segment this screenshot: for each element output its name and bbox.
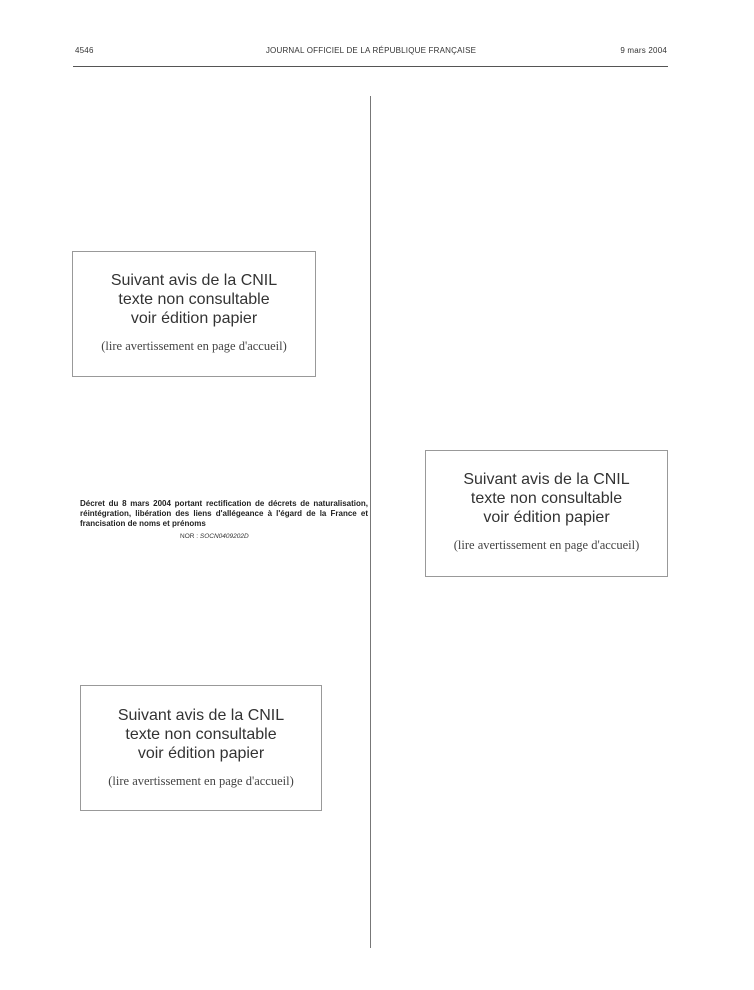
notice-note: (lire avertissement en page d'accueil): [101, 339, 287, 353]
notice-line-3: voir édition papier: [483, 509, 610, 526]
decree-block: [78, 499, 368, 540]
notice-line-1: Suivant avis de la CNIL: [110, 272, 278, 289]
page-header: [75, 46, 667, 60]
notice-line-2: texte non consultable: [470, 490, 623, 507]
decree-nor-reference: [78, 533, 368, 540]
cnil-notice-box: [72, 251, 316, 377]
publication-date: 9 mars 2004: [620, 46, 667, 55]
nor-label: NOR :: [180, 533, 199, 540]
notice-line-3: voir édition papier: [130, 310, 258, 327]
notice-note: (lire avertissement en page d'accueil): [108, 774, 294, 788]
page-number: 4546: [75, 46, 94, 55]
cnil-notice-box: [80, 685, 322, 811]
notice-line-2: texte non consultable: [125, 726, 277, 743]
nor-code: SOCN0409202D: [199, 533, 249, 540]
notice-note: (lire avertissement en page d'accueil): [453, 538, 640, 552]
notice-line-1: Suivant avis de la CNIL: [463, 471, 630, 488]
column-divider: [370, 96, 371, 948]
journal-title: JOURNAL OFFICIEL DE LA RÉPUBLIQUE FRANÇAISE: [265, 46, 477, 55]
cnil-notice-box: [425, 450, 668, 577]
header-rule: [73, 66, 668, 67]
decree-title: Décret du 8 mars 2004 portant rectification de décrets de naturalisation, réintégration, libération des liens d'allégeance à l'égard de la France et francisation de noms et prénoms: [80, 499, 368, 528]
notice-line-2: texte non consultable: [118, 291, 270, 308]
notice-line-1: Suivant avis de la CNIL: [117, 707, 285, 724]
notice-line-3: voir édition papier: [137, 745, 265, 762]
